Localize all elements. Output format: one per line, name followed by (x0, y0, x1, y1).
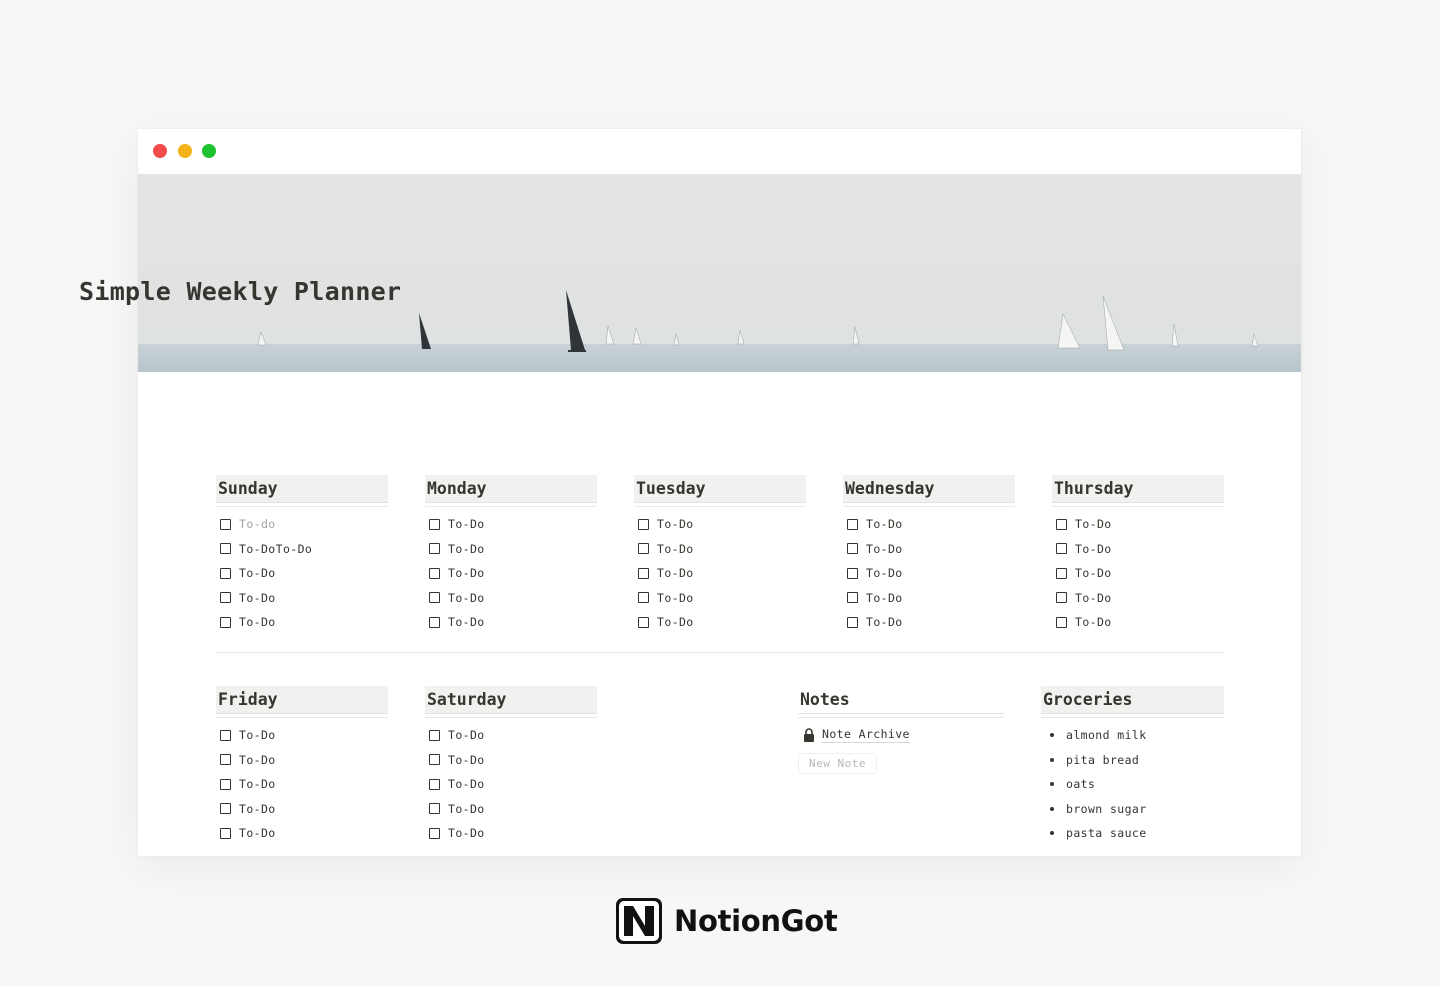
checkbox[interactable] (429, 730, 440, 741)
bullet-icon (1050, 782, 1054, 786)
checkbox[interactable] (1056, 568, 1067, 579)
lock-icon (802, 728, 816, 742)
checkbox[interactable] (1056, 617, 1067, 628)
brand-name: NotionGot (674, 904, 838, 938)
checkbox[interactable] (429, 568, 440, 579)
checkbox[interactable] (1056, 543, 1067, 554)
todo-item[interactable]: To-Do (425, 772, 597, 797)
checkbox[interactable] (847, 568, 858, 579)
notiongot-logo-icon (616, 898, 662, 944)
checkbox[interactable] (429, 592, 440, 603)
checkbox[interactable] (429, 828, 440, 839)
checkbox[interactable] (429, 543, 440, 554)
checkbox[interactable] (429, 779, 440, 790)
checkbox[interactable] (220, 519, 231, 530)
day-column-sunday (216, 475, 388, 635)
todo-item[interactable]: To-Do (425, 512, 597, 537)
checkbox[interactable] (1056, 592, 1067, 603)
day-heading: Friday (216, 686, 388, 714)
checkbox[interactable] (638, 543, 649, 554)
checkbox[interactable] (429, 754, 440, 765)
checkbox[interactable] (220, 754, 231, 765)
todo-item[interactable]: To-Do (634, 561, 806, 586)
todo-item[interactable]: To-Do (1052, 537, 1224, 562)
todo-item[interactable]: To-Do (425, 821, 597, 846)
day-column-wednesday (843, 475, 1015, 635)
todo-item[interactable]: To-Do (634, 610, 806, 635)
todo-item[interactable]: To-Do (425, 537, 597, 562)
todo-item[interactable]: To-Do (216, 723, 388, 748)
note-archive-link[interactable] (798, 723, 1004, 747)
todo-item[interactable]: To-Do (425, 586, 597, 611)
todo-item[interactable]: To-Do (843, 512, 1015, 537)
todo-item[interactable]: To-Do (425, 561, 597, 586)
todo-item[interactable]: To-Do (216, 797, 388, 822)
section-divider (216, 652, 1224, 653)
todo-item[interactable]: To-Do (843, 561, 1015, 586)
todo-item[interactable]: To-Do (1052, 561, 1224, 586)
todo-item[interactable]: To-do (216, 512, 388, 537)
day-heading: Wednesday (843, 475, 1015, 503)
note-archive-label[interactable]: Note Archive (822, 727, 910, 741)
todo-item[interactable]: To-Do (216, 772, 388, 797)
groceries-heading: Groceries (1041, 686, 1224, 714)
checkbox[interactable] (847, 519, 858, 530)
checkbox[interactable] (638, 592, 649, 603)
todo-item[interactable]: To-Do (425, 610, 597, 635)
day-column-tuesday (634, 475, 806, 635)
bullet-icon (1050, 758, 1054, 762)
day-column-thursday (1052, 475, 1224, 635)
day-heading: Monday (425, 475, 597, 503)
checkbox[interactable] (1056, 519, 1067, 530)
todo-item[interactable]: To-Do (634, 586, 806, 611)
cover-image (138, 174, 1301, 372)
todo-item[interactable]: To-Do (843, 537, 1015, 562)
checkbox[interactable] (220, 617, 231, 628)
checkbox[interactable] (220, 592, 231, 603)
grocery-item: brown sugar (1041, 797, 1224, 822)
day-heading: Tuesday (634, 475, 806, 503)
todo-item[interactable]: To-Do (1052, 586, 1224, 611)
groceries-section (1041, 686, 1224, 846)
day-column-saturday (425, 686, 597, 846)
todo-item[interactable]: To-Do (843, 610, 1015, 635)
todo-item[interactable]: To-Do (634, 512, 806, 537)
todo-item[interactable]: To-Do (216, 586, 388, 611)
todo-item[interactable]: To-Do (425, 723, 597, 748)
todo-item[interactable]: To-Do (216, 610, 388, 635)
todo-item[interactable]: To-Do (216, 821, 388, 846)
bullet-icon (1050, 733, 1054, 737)
checkbox[interactable] (847, 592, 858, 603)
grocery-item: pita bread (1041, 748, 1224, 773)
todo-item[interactable]: To-DoTo-Do (216, 537, 388, 562)
day-heading: Saturday (425, 686, 597, 714)
day-column-friday (216, 686, 388, 846)
checkbox[interactable] (429, 617, 440, 628)
checkbox[interactable] (638, 568, 649, 579)
grocery-item: pasta sauce (1041, 821, 1224, 846)
todo-item[interactable]: To-Do (634, 537, 806, 562)
checkbox[interactable] (847, 617, 858, 628)
day-heading: Sunday (216, 475, 388, 503)
checkbox[interactable] (220, 568, 231, 579)
todo-item[interactable]: To-Do (1052, 610, 1224, 635)
checkbox[interactable] (638, 519, 649, 530)
todo-item[interactable]: To-Do (216, 748, 388, 773)
checkbox[interactable] (220, 543, 231, 554)
checkbox[interactable] (429, 519, 440, 530)
bullet-icon (1050, 831, 1054, 835)
checkbox[interactable] (638, 617, 649, 628)
day-heading: Thursday (1052, 475, 1224, 503)
window-titlebar (138, 129, 1301, 174)
grocery-item: oats (1041, 772, 1224, 797)
todo-item[interactable]: To-Do (425, 797, 597, 822)
todo-item[interactable]: To-Do (216, 561, 388, 586)
maximize-window-button[interactable] (202, 144, 216, 158)
checkbox[interactable] (220, 779, 231, 790)
checkbox[interactable] (220, 828, 231, 839)
page-title: Simple Weekly Planner (79, 277, 402, 306)
new-note-button[interactable]: New Note (798, 753, 877, 774)
brand-footer (616, 898, 837, 944)
checkbox[interactable] (220, 730, 231, 741)
todo-item[interactable]: To-Do (1052, 512, 1224, 537)
notes-heading: Notes (798, 686, 1004, 714)
day-column-monday (425, 475, 597, 635)
bullet-icon (1050, 807, 1054, 811)
minimize-window-button[interactable] (178, 144, 192, 158)
close-window-button[interactable] (153, 144, 167, 158)
grocery-item: almond milk (1041, 723, 1224, 748)
checkbox[interactable] (847, 543, 858, 554)
todo-item[interactable]: To-Do (843, 586, 1015, 611)
checkbox[interactable] (220, 803, 231, 814)
todo-item[interactable]: To-Do (425, 748, 597, 773)
checkbox[interactable] (429, 803, 440, 814)
notes-section (798, 686, 1004, 774)
